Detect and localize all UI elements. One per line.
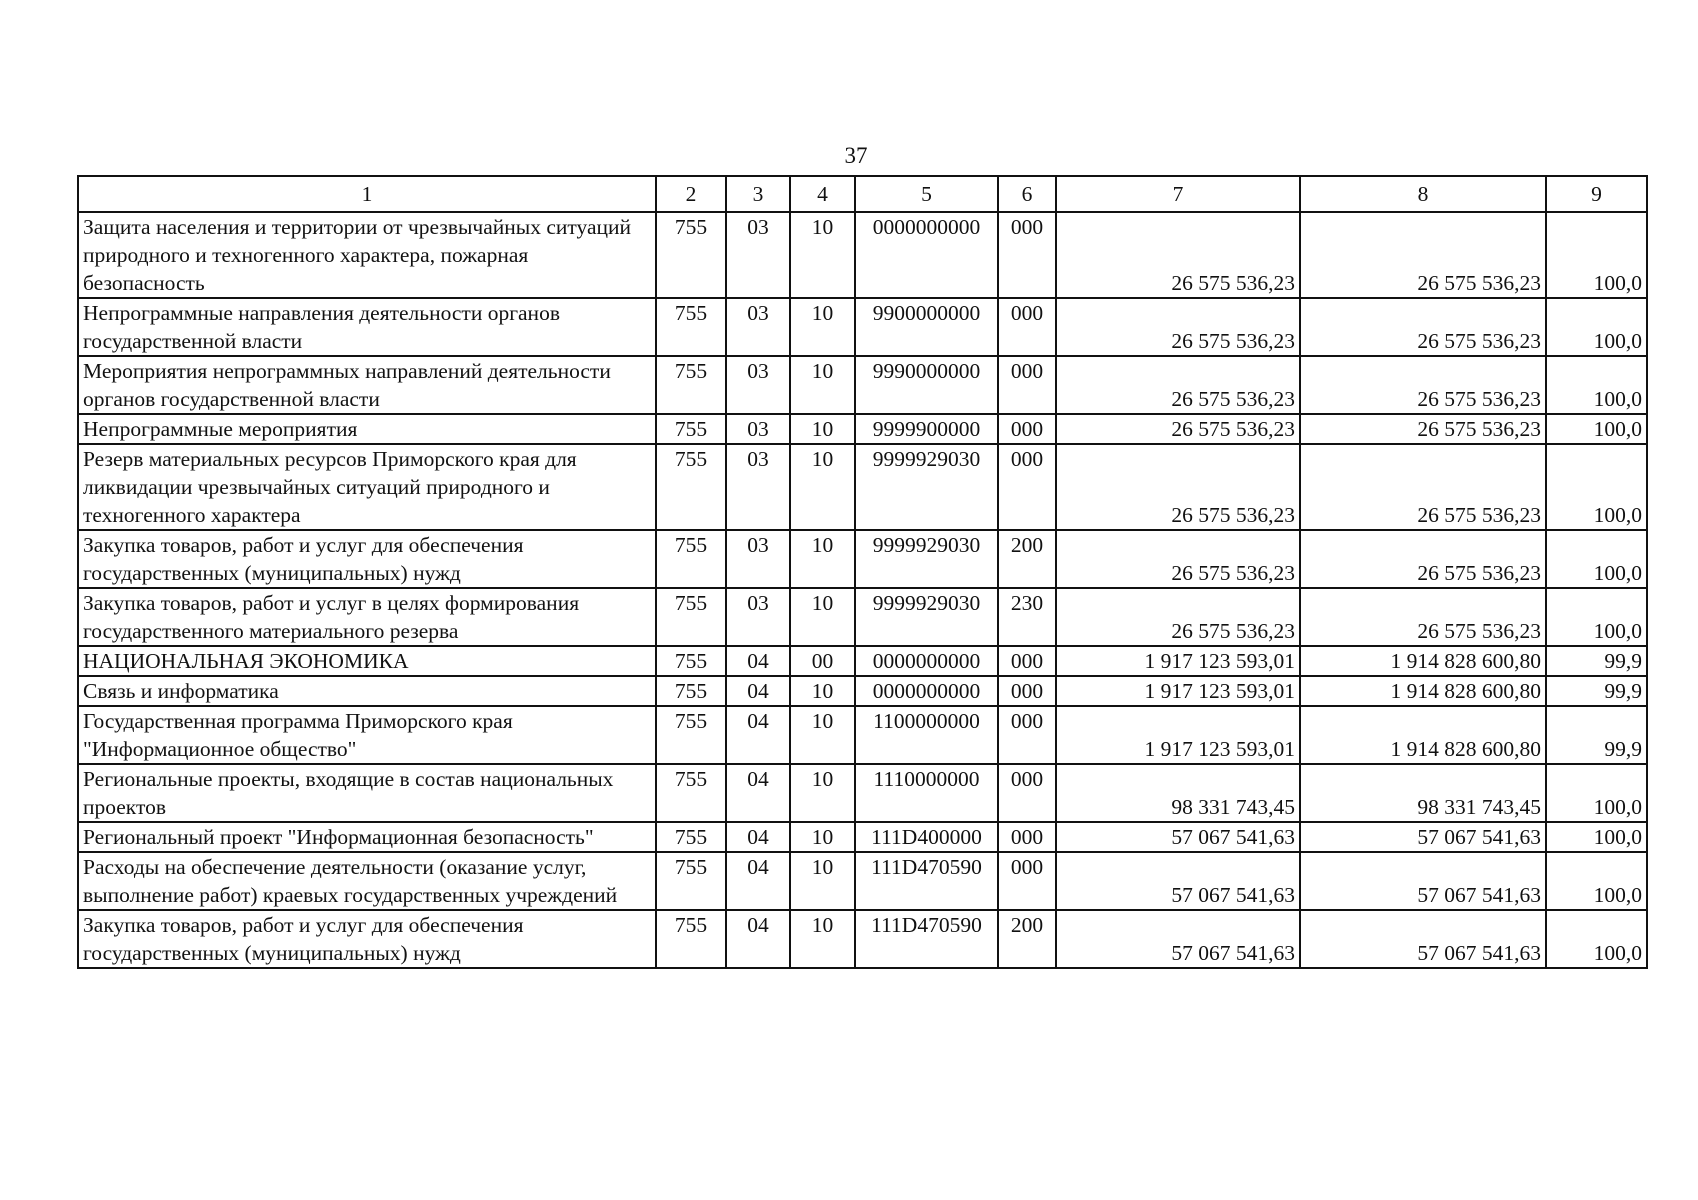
code-cell: 000: [998, 852, 1056, 910]
amount-cell: 1 914 828 600,80: [1300, 676, 1546, 706]
percent-cell: 100,0: [1546, 588, 1647, 646]
code-cell: 200: [998, 530, 1056, 588]
amount-cell: 26 575 536,23: [1300, 588, 1546, 646]
code-cell: 04: [726, 706, 790, 764]
row-name-cell: Мероприятия непрограммных направлений деятельности органов государственной власти: [78, 356, 656, 414]
code-cell: 10: [790, 298, 855, 356]
header-cell: 1: [78, 176, 656, 212]
percent-cell: 100,0: [1546, 910, 1647, 968]
row-name-cell: Региональные проекты, входящие в состав национальных проектов: [78, 764, 656, 822]
code-cell: 10: [790, 910, 855, 968]
amount-cell: 26 575 536,23: [1056, 212, 1300, 298]
row-name-cell: Резерв материальных ресурсов Приморского края для ликвидации чрезвычайных ситуаций природного и техногенного характера: [78, 444, 656, 530]
percent-cell: 100,0: [1546, 764, 1647, 822]
code-cell: 755: [656, 356, 726, 414]
amount-cell: 26 575 536,23: [1056, 530, 1300, 588]
code-cell: 000: [998, 212, 1056, 298]
code-cell: 755: [656, 910, 726, 968]
row-name-cell: Региональный проект "Информационная безопасность": [78, 822, 656, 852]
row-name-cell: Расходы на обеспечение деятельности (оказание услуг, выполнение работ) краевых государственных учреждений: [78, 852, 656, 910]
code-cell: 1110000000: [855, 764, 998, 822]
amount-cell: 26 575 536,23: [1300, 212, 1546, 298]
table-row: [78, 676, 1647, 706]
code-cell: 04: [726, 676, 790, 706]
table-row: [78, 910, 1647, 968]
code-cell: 000: [998, 414, 1056, 444]
percent-cell: 100,0: [1546, 530, 1647, 588]
table-row: [78, 298, 1647, 356]
percent-cell: 100,0: [1546, 414, 1647, 444]
code-cell: 000: [998, 822, 1056, 852]
code-cell: 000: [998, 706, 1056, 764]
code-cell: 10: [790, 414, 855, 444]
amount-cell: 26 575 536,23: [1300, 298, 1546, 356]
table-row: [78, 356, 1647, 414]
code-cell: 10: [790, 356, 855, 414]
header-cell: 9: [1546, 176, 1647, 212]
amount-cell: 1 917 123 593,01: [1056, 706, 1300, 764]
row-name-cell: Закупка товаров, работ и услуг в целях формирования государственного материального резерва: [78, 588, 656, 646]
amount-cell: 98 331 743,45: [1056, 764, 1300, 822]
code-cell: 755: [656, 414, 726, 444]
code-cell: 9990000000: [855, 356, 998, 414]
budget-table: [77, 175, 1648, 969]
amount-cell: 26 575 536,23: [1056, 414, 1300, 444]
code-cell: 04: [726, 910, 790, 968]
code-cell: 000: [998, 356, 1056, 414]
code-cell: 200: [998, 910, 1056, 968]
code-cell: 0000000000: [855, 676, 998, 706]
code-cell: 10: [790, 852, 855, 910]
code-cell: 9999929030: [855, 444, 998, 530]
code-cell: 03: [726, 356, 790, 414]
code-cell: 755: [656, 676, 726, 706]
code-cell: 03: [726, 414, 790, 444]
code-cell: 03: [726, 298, 790, 356]
header-cell: 7: [1056, 176, 1300, 212]
code-cell: 000: [998, 646, 1056, 676]
amount-cell: 1 917 123 593,01: [1056, 646, 1300, 676]
table-row: [78, 764, 1647, 822]
code-cell: 755: [656, 588, 726, 646]
code-cell: 755: [656, 706, 726, 764]
amount-cell: 57 067 541,63: [1300, 822, 1546, 852]
code-cell: 755: [656, 444, 726, 530]
row-name-cell: Закупка товаров, работ и услуг для обеспечения государственных (муниципальных) нужд: [78, 530, 656, 588]
code-cell: 755: [656, 298, 726, 356]
amount-cell: 26 575 536,23: [1056, 588, 1300, 646]
row-name-cell: Непрограммные направления деятельности органов государственной власти: [78, 298, 656, 356]
code-cell: 230: [998, 588, 1056, 646]
row-name-cell: Закупка товаров, работ и услуг для обеспечения государственных (муниципальных) нужд: [78, 910, 656, 968]
code-cell: 755: [656, 212, 726, 298]
code-cell: 04: [726, 822, 790, 852]
percent-cell: 100,0: [1546, 852, 1647, 910]
amount-cell: 26 575 536,23: [1300, 356, 1546, 414]
amount-cell: 98 331 743,45: [1300, 764, 1546, 822]
row-name-cell: Защита населения и территории от чрезвычайных ситуаций природного и техногенного характера, пожарная безопасность: [78, 212, 656, 298]
percent-cell: 100,0: [1546, 822, 1647, 852]
amount-cell: 1 917 123 593,01: [1056, 676, 1300, 706]
code-cell: 03: [726, 530, 790, 588]
amount-cell: 1 914 828 600,80: [1300, 646, 1546, 676]
code-cell: 9900000000: [855, 298, 998, 356]
code-cell: 755: [656, 764, 726, 822]
code-cell: 000: [998, 676, 1056, 706]
row-name-cell: Непрограммные мероприятия: [78, 414, 656, 444]
table-row: [78, 588, 1647, 646]
row-name-cell: Государственная программа Приморского края "Информационное общество": [78, 706, 656, 764]
code-cell: 10: [790, 822, 855, 852]
code-cell: 04: [726, 764, 790, 822]
table-row: [78, 414, 1647, 444]
percent-cell: 99,9: [1546, 706, 1647, 764]
amount-cell: 26 575 536,23: [1300, 414, 1546, 444]
percent-cell: 99,9: [1546, 646, 1647, 676]
amount-cell: 26 575 536,23: [1056, 444, 1300, 530]
code-cell: 0000000000: [855, 646, 998, 676]
amount-cell: 57 067 541,63: [1056, 852, 1300, 910]
header-cell: 5: [855, 176, 998, 212]
page-number: 37: [844, 143, 868, 168]
table-header-row: [78, 176, 1647, 212]
amount-cell: 26 575 536,23: [1056, 298, 1300, 356]
code-cell: 9999929030: [855, 588, 998, 646]
code-cell: 03: [726, 212, 790, 298]
code-cell: 10: [790, 212, 855, 298]
percent-cell: 99,9: [1546, 676, 1647, 706]
code-cell: 0000000000: [855, 212, 998, 298]
percent-cell: 100,0: [1546, 356, 1647, 414]
code-cell: 10: [790, 588, 855, 646]
percent-cell: 100,0: [1546, 444, 1647, 530]
code-cell: 10: [790, 764, 855, 822]
header-cell: 2: [656, 176, 726, 212]
code-cell: 000: [998, 444, 1056, 530]
code-cell: 755: [656, 822, 726, 852]
amount-cell: 1 914 828 600,80: [1300, 706, 1546, 764]
row-name-cell: НАЦИОНАЛЬНАЯ ЭКОНОМИКА: [78, 646, 656, 676]
code-cell: 10: [790, 676, 855, 706]
code-cell: 111D470590: [855, 910, 998, 968]
table-row: [78, 444, 1647, 530]
amount-cell: 26 575 536,23: [1300, 530, 1546, 588]
table-row: [78, 822, 1647, 852]
table-row: [78, 706, 1647, 764]
code-cell: 111D400000: [855, 822, 998, 852]
header-cell: 4: [790, 176, 855, 212]
code-cell: 00: [790, 646, 855, 676]
amount-cell: 57 067 541,63: [1056, 822, 1300, 852]
amount-cell: 26 575 536,23: [1300, 444, 1546, 530]
code-cell: 755: [656, 530, 726, 588]
code-cell: 04: [726, 852, 790, 910]
table-row: [78, 212, 1647, 298]
percent-cell: 100,0: [1546, 298, 1647, 356]
code-cell: 000: [998, 298, 1056, 356]
code-cell: 9999929030: [855, 530, 998, 588]
percent-cell: 100,0: [1546, 212, 1647, 298]
row-name-cell: Связь и информатика: [78, 676, 656, 706]
code-cell: 10: [790, 444, 855, 530]
code-cell: 755: [656, 646, 726, 676]
table-row: [78, 530, 1647, 588]
code-cell: 10: [790, 530, 855, 588]
amount-cell: 57 067 541,63: [1056, 910, 1300, 968]
table-row: [78, 646, 1647, 676]
amount-cell: 57 067 541,63: [1300, 910, 1546, 968]
header-cell: 8: [1300, 176, 1546, 212]
code-cell: 9999900000: [855, 414, 998, 444]
code-cell: 03: [726, 444, 790, 530]
code-cell: 000: [998, 764, 1056, 822]
amount-cell: 26 575 536,23: [1056, 356, 1300, 414]
code-cell: 03: [726, 588, 790, 646]
header-cell: 3: [726, 176, 790, 212]
table-row: [78, 852, 1647, 910]
code-cell: 1100000000: [855, 706, 998, 764]
code-cell: 755: [656, 852, 726, 910]
code-cell: 10: [790, 706, 855, 764]
code-cell: 111D470590: [855, 852, 998, 910]
code-cell: 04: [726, 646, 790, 676]
amount-cell: 57 067 541,63: [1300, 852, 1546, 910]
header-cell: 6: [998, 176, 1056, 212]
